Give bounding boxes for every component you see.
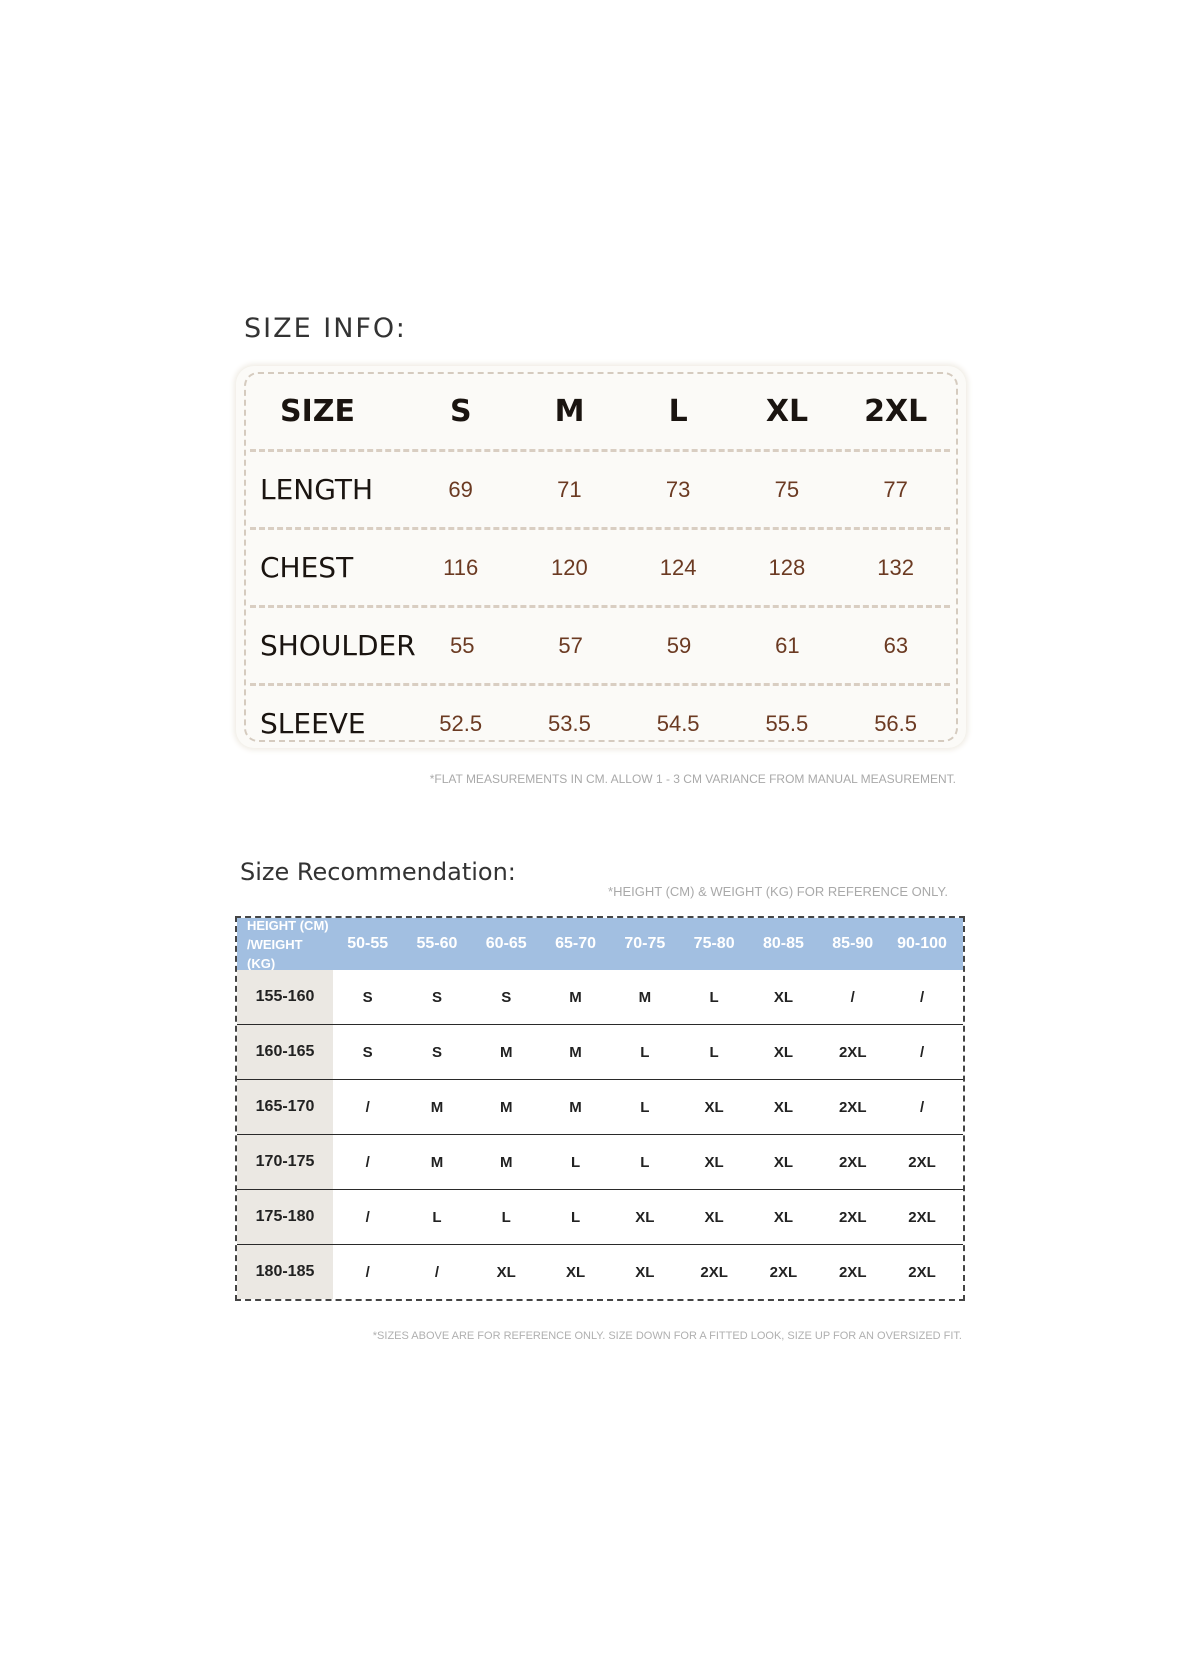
size-cell: M bbox=[569, 988, 582, 1006]
size-header-label: SIZE bbox=[280, 394, 356, 429]
size-cell: 2XL bbox=[838, 1208, 867, 1226]
size-cell: / bbox=[919, 988, 925, 1006]
size-cell: / bbox=[365, 1208, 370, 1226]
size-cell: XL bbox=[773, 1208, 794, 1226]
measurement-label: LENGTH bbox=[260, 473, 374, 506]
size-cell: S bbox=[362, 1043, 373, 1061]
size-cell: L bbox=[640, 1153, 650, 1171]
size-header-cell: M bbox=[554, 394, 585, 429]
size-row-sleeve bbox=[250, 686, 950, 761]
size-cell: / bbox=[365, 1098, 370, 1116]
size-cell: XL bbox=[704, 1153, 724, 1171]
size-row-chest bbox=[250, 530, 950, 608]
size-info-card bbox=[236, 366, 966, 748]
size-cell: S bbox=[362, 988, 373, 1006]
size-cell: 2XL bbox=[700, 1263, 728, 1281]
size-cell: L bbox=[432, 1208, 442, 1226]
recommendation-body bbox=[237, 970, 963, 1299]
measurement-value: 124 bbox=[659, 554, 697, 580]
measurement-label: CHEST bbox=[260, 551, 354, 584]
size-cell: 2XL bbox=[838, 1263, 867, 1281]
size-cell: / bbox=[434, 1263, 440, 1281]
measurement-value: 63 bbox=[883, 632, 909, 658]
measurement-label: SHOULDER bbox=[260, 629, 416, 662]
measurement-value: 128 bbox=[768, 554, 806, 580]
recommendation-footer-note: *SIZES ABOVE ARE FOR REFERENCE ONLY. SIZE DOWN FOR A FITTED LOOK, SIZE UP FOR AN OVERSIZED FIT. bbox=[372, 1330, 962, 1342]
size-cell: XL bbox=[773, 1153, 794, 1171]
weight-header: 85-90 bbox=[832, 935, 874, 952]
size-cell: / bbox=[919, 1043, 925, 1061]
size-cell: L bbox=[570, 1153, 581, 1171]
table-row bbox=[237, 1024, 963, 1079]
size-cell: / bbox=[365, 1263, 370, 1281]
weight-header: 80-85 bbox=[762, 935, 804, 952]
size-cell: XL bbox=[565, 1263, 586, 1281]
size-cell: M bbox=[499, 1098, 513, 1116]
recommendation-header-row bbox=[237, 918, 963, 970]
recommendation-table bbox=[235, 916, 965, 1301]
size-cell: M bbox=[569, 1043, 582, 1061]
size-header-cell: S bbox=[450, 394, 472, 429]
size-cell: M bbox=[430, 1098, 444, 1116]
size-cell: 2XL bbox=[769, 1263, 798, 1281]
measurement-value: 52.5 bbox=[439, 710, 483, 736]
size-row-shoulder bbox=[250, 608, 950, 686]
measurement-value: 53.5 bbox=[547, 710, 591, 736]
size-header-cell: 2XL bbox=[864, 394, 928, 429]
size-cell: S bbox=[431, 1043, 442, 1061]
size-cell: M bbox=[569, 1098, 582, 1116]
height-cell: 165-170 bbox=[237, 1080, 333, 1134]
size-cell: 2XL bbox=[838, 1043, 867, 1061]
measurement-value: 73 bbox=[665, 476, 691, 502]
size-info-table bbox=[250, 374, 950, 761]
size-cell: XL bbox=[773, 1098, 794, 1116]
size-cell: XL bbox=[635, 1208, 655, 1226]
size-cell: XL bbox=[704, 1098, 724, 1116]
size-header-cell: XL bbox=[765, 394, 809, 429]
measurement-note: *FLAT MEASUREMENTS IN CM. ALLOW 1 - 3 CM VARIANCE FROM MANUAL MEASUREMENT. bbox=[429, 772, 956, 786]
measurement-value: 57 bbox=[558, 632, 583, 658]
recommendation-note: *HEIGHT (CM) & WEIGHT (KG) FOR REFERENCE ONLY. bbox=[608, 884, 948, 899]
size-row-length bbox=[250, 452, 950, 530]
weight-header: 70-75 bbox=[624, 935, 666, 952]
height-cell: 175-180 bbox=[237, 1190, 333, 1244]
table-row bbox=[237, 970, 963, 1024]
height-cell: 180-185 bbox=[237, 1245, 333, 1299]
table-row bbox=[237, 1079, 963, 1134]
size-header-cell: L bbox=[668, 394, 688, 429]
size-cell: XL bbox=[496, 1263, 516, 1281]
size-cell: / bbox=[850, 988, 855, 1006]
weight-header: 65-70 bbox=[555, 935, 596, 952]
size-cell: S bbox=[501, 988, 512, 1006]
measurement-value: 71 bbox=[557, 476, 582, 502]
size-cell: 2XL bbox=[838, 1153, 867, 1171]
measurement-value: 75 bbox=[774, 476, 800, 502]
size-cell: 2XL bbox=[838, 1098, 867, 1116]
measurement-value: 77 bbox=[883, 476, 908, 502]
size-cell: 2XL bbox=[908, 1263, 936, 1281]
weight-header: 60-65 bbox=[485, 935, 527, 952]
measurement-value: 55 bbox=[449, 632, 475, 658]
measurement-label: SLEEVE bbox=[260, 707, 366, 740]
size-header-row bbox=[250, 374, 950, 452]
table-row bbox=[237, 1189, 963, 1244]
size-cell: / bbox=[365, 1153, 370, 1171]
weight-header: 50-55 bbox=[347, 935, 389, 952]
size-cell: M bbox=[430, 1153, 444, 1171]
measurement-value: 61 bbox=[775, 632, 800, 658]
measurement-value: 56.5 bbox=[874, 710, 918, 736]
size-cell: 2XL bbox=[908, 1153, 936, 1171]
weight-header: 90-100 bbox=[897, 935, 947, 952]
size-cell: M bbox=[499, 1043, 513, 1061]
weight-header: 75-80 bbox=[693, 935, 735, 952]
measurement-value: 54.5 bbox=[656, 710, 700, 736]
size-cell: L bbox=[709, 1043, 719, 1061]
height-cell: 170-175 bbox=[237, 1135, 333, 1189]
measurement-value: 116 bbox=[443, 554, 479, 580]
size-cell: L bbox=[501, 1208, 511, 1226]
table-row bbox=[237, 1134, 963, 1189]
height-cell: 155-160 bbox=[237, 970, 333, 1024]
size-cell: M bbox=[638, 988, 652, 1006]
size-info-title: SIZE INFO: bbox=[244, 313, 407, 344]
size-cell: XL bbox=[635, 1263, 655, 1281]
size-cell: S bbox=[431, 988, 442, 1006]
height-cell: 160-165 bbox=[237, 1025, 333, 1079]
measurement-value: 55.5 bbox=[765, 710, 809, 736]
size-cell: L bbox=[570, 1208, 581, 1226]
size-cell: 2XL bbox=[908, 1208, 936, 1226]
table-row bbox=[237, 1244, 963, 1299]
recommendation-title: Size Recommendation: bbox=[240, 858, 516, 886]
measurement-value: 132 bbox=[877, 554, 914, 580]
header-corner-line1: HEIGHT (CM) bbox=[247, 917, 329, 933]
size-cell: XL bbox=[773, 1043, 794, 1061]
size-cell: L bbox=[640, 1098, 650, 1116]
size-cell: L bbox=[640, 1043, 650, 1061]
measurement-value: 69 bbox=[448, 476, 473, 502]
size-cell: XL bbox=[704, 1208, 724, 1226]
size-cell: M bbox=[499, 1153, 513, 1171]
header-corner bbox=[237, 916, 333, 973]
size-cell: XL bbox=[773, 988, 794, 1006]
size-cell: L bbox=[709, 988, 719, 1006]
header-corner-line2: /WEIGHT (KG) bbox=[247, 936, 303, 971]
weight-header: 55-60 bbox=[416, 935, 458, 952]
measurement-value: 120 bbox=[551, 554, 588, 580]
measurement-value: 59 bbox=[666, 632, 692, 658]
size-cell: / bbox=[919, 1098, 925, 1116]
